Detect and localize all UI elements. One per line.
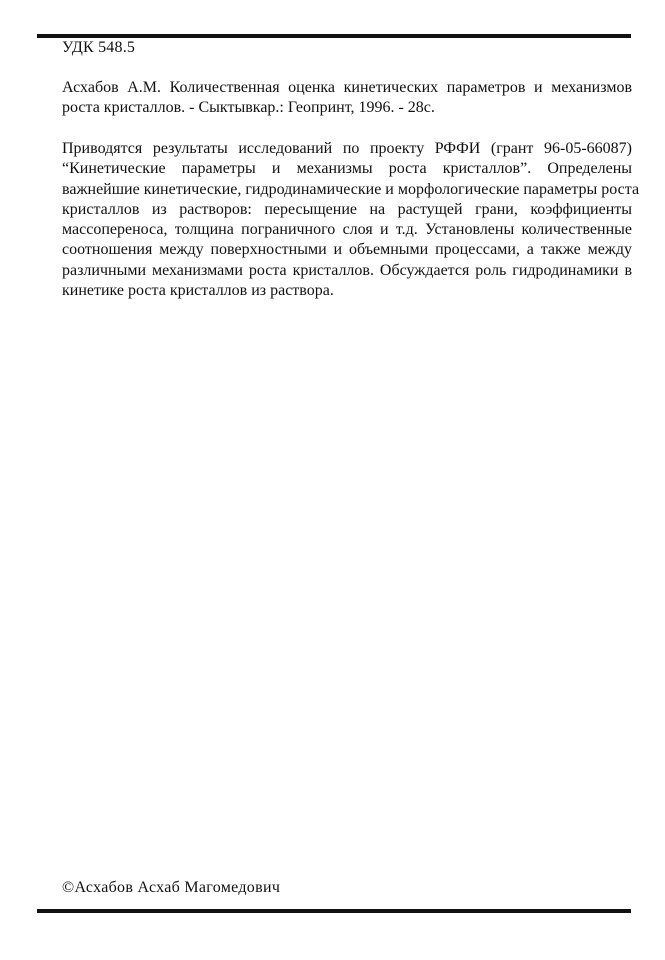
abstract-line: кристаллов из растворов: пересыщение на растущей грани, коэффициенты	[62, 200, 632, 218]
abstract-line: различными механизмами роста кристаллов. Обсуждается роль гидродинамики в	[62, 261, 632, 279]
abstract-line: кинетике роста кристаллов из раствора.	[62, 282, 334, 300]
citation-line: роста кристаллов. - Сыктывкар.: Геопринт, 1996. - 28с.	[62, 99, 435, 117]
abstract-line: массопереноса, толщина пограничного слоя и т.д. Установлены количественные	[62, 221, 632, 239]
copyright-notice: ©Асхабов Асхаб Магомедович	[62, 879, 281, 896]
abstract-paragraph	[62, 139, 640, 301]
abstract-line: соотношения между поверхностными и объемными процессами, а также между	[62, 241, 632, 259]
udk-code: УДК 548.5	[62, 39, 136, 56]
abstract-line: Приводятся результаты исследований по проекту РФФИ (грант 96-05-66087)	[62, 140, 632, 157]
bibliographic-citation	[62, 78, 632, 119]
citation-line: Асхабов А.М. Количественная оценка кинетических параметров и механизмов	[62, 79, 632, 96]
abstract-line: важнейшие кинетические, гидродинамические и морфологические параметры роста	[62, 180, 640, 198]
bottom-rule	[37, 909, 631, 913]
abstract-line: “Кинетические параметры и механизмы роста кристаллов”. Определены	[62, 160, 632, 178]
